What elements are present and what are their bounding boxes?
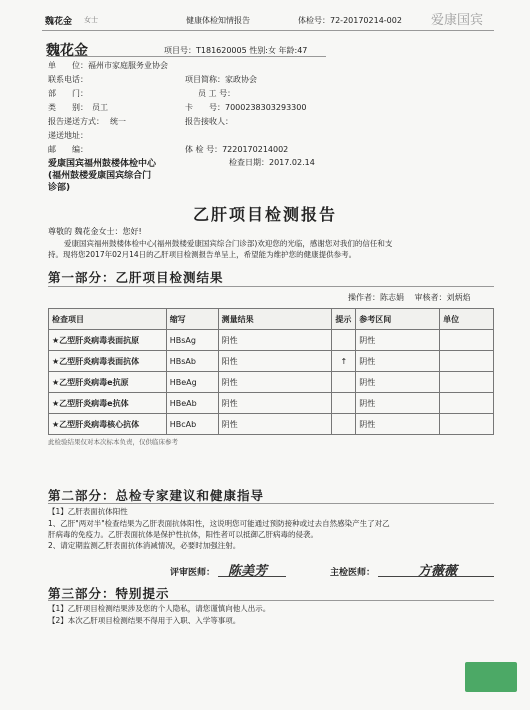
- cell-result: 阴性: [218, 393, 332, 414]
- postcode-row: 邮 编：: [48, 145, 88, 154]
- cell-result: 阳性: [218, 351, 332, 372]
- section2-title: 第二部分：总检专家建议和健康指导: [48, 488, 265, 503]
- cell-ref: 阴性: [356, 372, 440, 393]
- results-table: [48, 308, 494, 435]
- dept-row: 部 门：: [48, 89, 88, 98]
- cell-tip: [332, 414, 356, 435]
- table-row: [49, 393, 494, 414]
- reviewer-label: 评审医师：: [170, 568, 216, 578]
- section3-title: 第三部分：特别提示: [48, 586, 170, 601]
- header-doc-title: 健康体检知情报告: [186, 16, 250, 25]
- col-header-ref: 参考区间: [356, 309, 440, 330]
- cell-unit: [440, 351, 494, 372]
- advice-line-1: 1、乙肝"两对半"检查结果为乙肝表面抗体阳性，这说明您可能通过预防接种或过去自然感染产生了对乙: [48, 519, 390, 528]
- up-arrow-icon: ↑: [332, 351, 356, 372]
- cell-result: 阴性: [218, 330, 332, 351]
- table-row: [49, 372, 494, 393]
- cell-tip: [332, 393, 356, 414]
- col-header-result: 测量结果: [218, 309, 332, 330]
- col-header-item: 检查项目: [49, 309, 167, 330]
- header-exam-no: 体检号：72-20170214-002: [298, 16, 402, 25]
- cell-item: ★乙型肝炎病毒表面抗原: [49, 330, 167, 351]
- center-name-1: 爱康国宾福州鼓楼体检中心: [48, 159, 157, 169]
- cell-tip: [332, 372, 356, 393]
- exam-date-row: 检查日期：2017.02.14: [229, 158, 315, 167]
- report-title: 乙肝项目检测报告: [192, 205, 337, 224]
- card-row: 卡 号：7000238303293300: [185, 103, 307, 112]
- center-name-3: 诊部): [48, 183, 71, 193]
- brand-logo: 爱康国宾: [431, 13, 484, 28]
- exam-no-row: 体 检 号：7220170214002: [185, 145, 289, 154]
- cell-result: 阴性: [218, 414, 332, 435]
- doctor-signature: 方薇薇: [418, 564, 458, 579]
- table-note: 此检验结果仅对本次标本负责，仅供临床参考: [48, 438, 178, 446]
- cell-result: 阴性: [218, 372, 332, 393]
- intro-line-2: 持。现将您2017年02月14日的乙肝项目检测报告单呈上，希望能为维护您的健康提供参考。: [48, 250, 357, 259]
- cell-ref: 阴性: [356, 393, 440, 414]
- cell-abbr: HBcAb: [166, 414, 218, 435]
- cell-item: ★乙型肝炎病毒e抗体: [49, 393, 167, 414]
- col-header-tip: 提示: [332, 309, 356, 330]
- cell-unit: [440, 393, 494, 414]
- table-row: [49, 351, 494, 372]
- table-row: [49, 330, 494, 351]
- reviewer-signature: 陈美芳: [228, 564, 268, 579]
- cell-ref: 阴性: [356, 414, 440, 435]
- patient-id-line: 项目号：T181620005 性别:女 年龄:47: [164, 46, 308, 55]
- category-row: 类 别： 员工: [48, 103, 108, 112]
- intro-line-1: 爱康国宾福州鼓楼体检中心(福州鼓楼爱康国宾综合门诊部)欢迎您的光临，感谢您对我们的信任和支: [64, 239, 393, 248]
- advice-item-1: 【1】乙肝表面抗体阳性: [48, 507, 128, 516]
- cell-unit: [440, 414, 494, 435]
- cell-ref: 阴性: [356, 351, 440, 372]
- contact-row: 联系电话：: [48, 75, 88, 84]
- center-name-2: (福州鼓楼爱康国宾综合门: [48, 171, 152, 181]
- cell-abbr: HBeAg: [166, 372, 218, 393]
- section2-divider: [48, 503, 494, 504]
- col-header-unit: 单位: [440, 309, 494, 330]
- cell-abbr: HBsAb: [166, 351, 218, 372]
- delivery-row: 报告递送方式： 统一: [48, 117, 126, 126]
- unit-row: 单 位：福州市家庭服务业协会: [48, 61, 168, 70]
- advice-line-3: 2、请定期监测乙肝表面抗体消减情况，必要时加强注射。: [48, 541, 241, 550]
- project-name-row: 项目简称：家政协会: [185, 75, 257, 84]
- green-stamp: [465, 662, 517, 692]
- section3-divider: [48, 600, 494, 601]
- cell-abbr: HBeAb: [166, 393, 218, 414]
- greeting: 尊敬的 魏花金女士：您好!: [48, 227, 142, 236]
- patient-name: 魏花金: [46, 43, 88, 59]
- doctor-label: 主检医师：: [330, 568, 376, 578]
- cell-unit: [440, 330, 494, 351]
- address-row: 递送地址：: [48, 131, 88, 140]
- operator-line: 操作者：陈志娟 审核者：刘炳焰: [348, 293, 471, 302]
- col-header-abbr: 缩写: [166, 309, 218, 330]
- tip-line-2: 【2】本次乙肝项目检测结果不得用于入职、入学等事项。: [48, 616, 241, 625]
- table-row: [49, 414, 494, 435]
- receiver-row: 报告接收人：: [185, 117, 233, 126]
- cell-ref: 阴性: [356, 330, 440, 351]
- header-divider: [42, 30, 494, 31]
- emp-no-row: 员 工 号：: [198, 89, 236, 98]
- cell-item: ★乙型肝炎病毒核心抗体: [49, 414, 167, 435]
- cell-item: ★乙型肝炎病毒e抗原: [49, 372, 167, 393]
- advice-line-2: 肝病毒的免疫力。乙肝表面抗体是保护性抗体，阳性者可以抵御乙肝病毒的侵袭。: [48, 530, 318, 539]
- header-gender: 女士: [84, 16, 98, 24]
- cell-tip: [332, 330, 356, 351]
- tip-line-1: 【1】乙肝项目检测结果涉及您的个人隐私，请您谨慎向他人出示。: [48, 604, 271, 613]
- section1-divider: [48, 286, 494, 287]
- table-header-row: [49, 309, 494, 330]
- cell-unit: [440, 372, 494, 393]
- header-name: 魏花金: [45, 17, 73, 27]
- cell-abbr: HBsAg: [166, 330, 218, 351]
- cell-item: ★乙型肝炎病毒表面抗体: [49, 351, 167, 372]
- name-underline: [48, 56, 326, 57]
- section1-title: 第一部分：乙肝项目检测结果: [48, 270, 224, 285]
